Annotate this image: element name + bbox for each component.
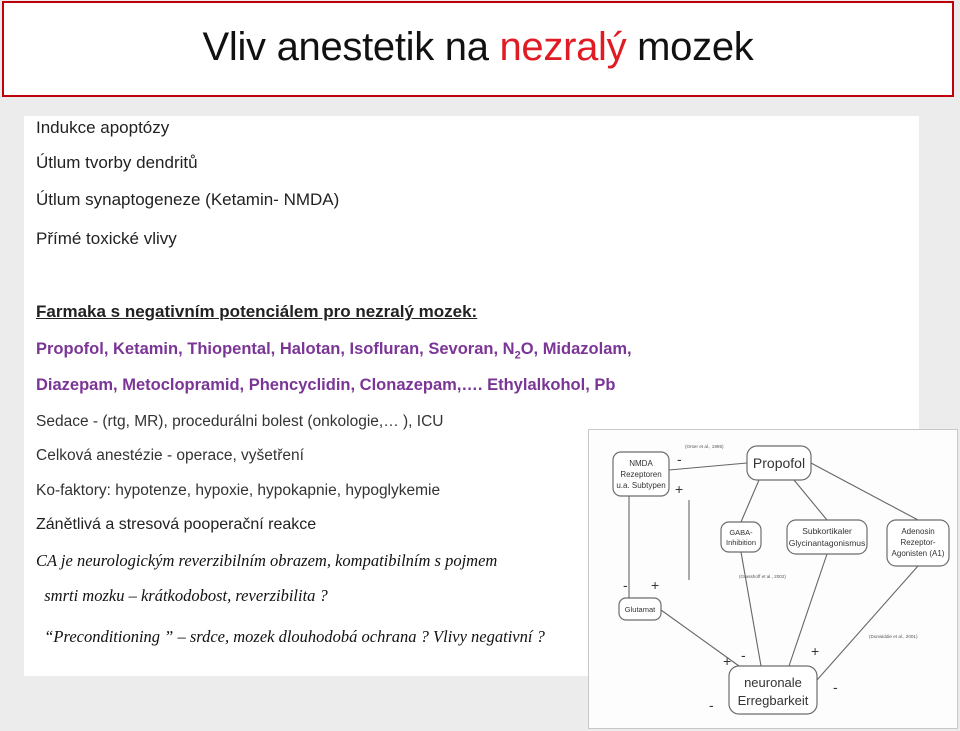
slide-title	[4, 25, 952, 70]
note-kratkodobost: krátkodobost, reverzibilita ?	[140, 586, 328, 605]
dash-symbol: –	[124, 586, 141, 605]
drug-list-1b: O, Midazolam,	[520, 340, 632, 358]
glutamat-label: Glutamat	[624, 605, 656, 614]
arrow-propofol-adenosin	[811, 463, 918, 520]
sign-minus: -	[623, 577, 628, 593]
sign-plus: +	[811, 643, 820, 659]
effect-item: Indukce apoptózy	[36, 118, 170, 137]
sign-minus: -	[677, 451, 682, 467]
drugs-heading: Farmaka s negativním potenciálem pro nezralý mozek:	[36, 302, 478, 321]
title-accent: nezralý	[499, 25, 627, 69]
adenosin-label-1: Adenosin	[901, 527, 935, 536]
drug-list-1a: Propofol, Ketamin, Thiopental, Halotan, Isofluran, Sevoran, N	[36, 340, 515, 358]
use-item: Celková anestézie - operace, vyšetření	[36, 447, 304, 464]
propofol-mechanism-diagram	[588, 429, 958, 729]
adenosin-label-2: Rezeptor-	[900, 538, 936, 547]
arrow-adenosin-neuro	[817, 566, 918, 680]
neuronale-label-1: neuronale	[744, 675, 802, 690]
sign-minus: -	[741, 647, 746, 663]
sign-minus: -	[709, 697, 714, 713]
sign-plus: +	[651, 577, 660, 593]
drug-list-line-2: Diazepam, Metoclopramid, Phencyclidin, Clonazepam,…. Ethylalkohol, Pb	[36, 376, 616, 394]
ref-note-3: (Dunwiddie et al., 2001)	[869, 634, 918, 639]
title-part-2: mozek	[626, 25, 754, 69]
gaba-box	[721, 522, 761, 552]
use-item: Ko-faktory: hypotenze, hypoxie, hypokapnie, hypoglykemie	[36, 482, 441, 499]
sign-minus: -	[833, 679, 838, 695]
nmda-label-3: u.a. Subtypen	[616, 481, 666, 490]
ref-note-1: (Orser et al., 1995)	[685, 444, 724, 449]
drug-list-sub: 2	[514, 349, 521, 362]
title-part-1: Vliv anestetik na	[202, 25, 500, 69]
note-line	[36, 586, 328, 606]
ref-note-2: (Grasshoff et al., 2002)	[739, 574, 786, 579]
gaba-label-1: GABA-	[729, 528, 753, 537]
gaba-label-2: Inhibition	[725, 538, 757, 547]
neuronale-label-2: Erregbarkeit	[737, 693, 809, 708]
adenosin-label-3: Agonisten (A1)	[891, 549, 945, 558]
arrow-propofol-gaba	[741, 480, 759, 522]
nmda-label-2: Rezeptoren	[620, 470, 662, 479]
sign-plus: +	[723, 653, 732, 669]
effect-item: Útlum tvorby dendritů	[36, 153, 198, 172]
propofol-label: Propofol	[752, 455, 806, 471]
use-item: Sedace - (rtg, MR), procedurálni bolest (onkologie,… ), ICU	[36, 413, 444, 430]
note-line: CA je neurologickým reverzibilním obrazem, kompatibilním s pojmem	[36, 551, 498, 570]
title-box	[2, 1, 954, 97]
effect-item: Útlum synaptogeneze (Ketamin- NMDA)	[36, 190, 340, 209]
diagram-svg	[589, 430, 957, 728]
nmda-label-1: NMDA	[629, 459, 653, 468]
note-line	[36, 627, 545, 647]
drug-list-line-1	[36, 340, 632, 361]
effect-item: Přímé toxické vlivy	[36, 229, 177, 248]
note-preconditioning: “Preconditioning ” – srdce, mozek dlouhodobá ochrana ? Vlivy negativní ?	[36, 627, 545, 646]
use-item: Zánětlivá a stresová pooperační reakce	[36, 516, 317, 533]
subkortikal-label-1: Subkortikaler	[802, 526, 852, 536]
arrow-propofol-sub	[794, 480, 827, 520]
sign-plus: +	[675, 481, 684, 497]
subkortikal-label-2: Glycinantagonismus	[788, 538, 866, 548]
arrow-sub-neuro	[789, 554, 827, 666]
note-smrti: smrti mozku	[36, 586, 125, 605]
